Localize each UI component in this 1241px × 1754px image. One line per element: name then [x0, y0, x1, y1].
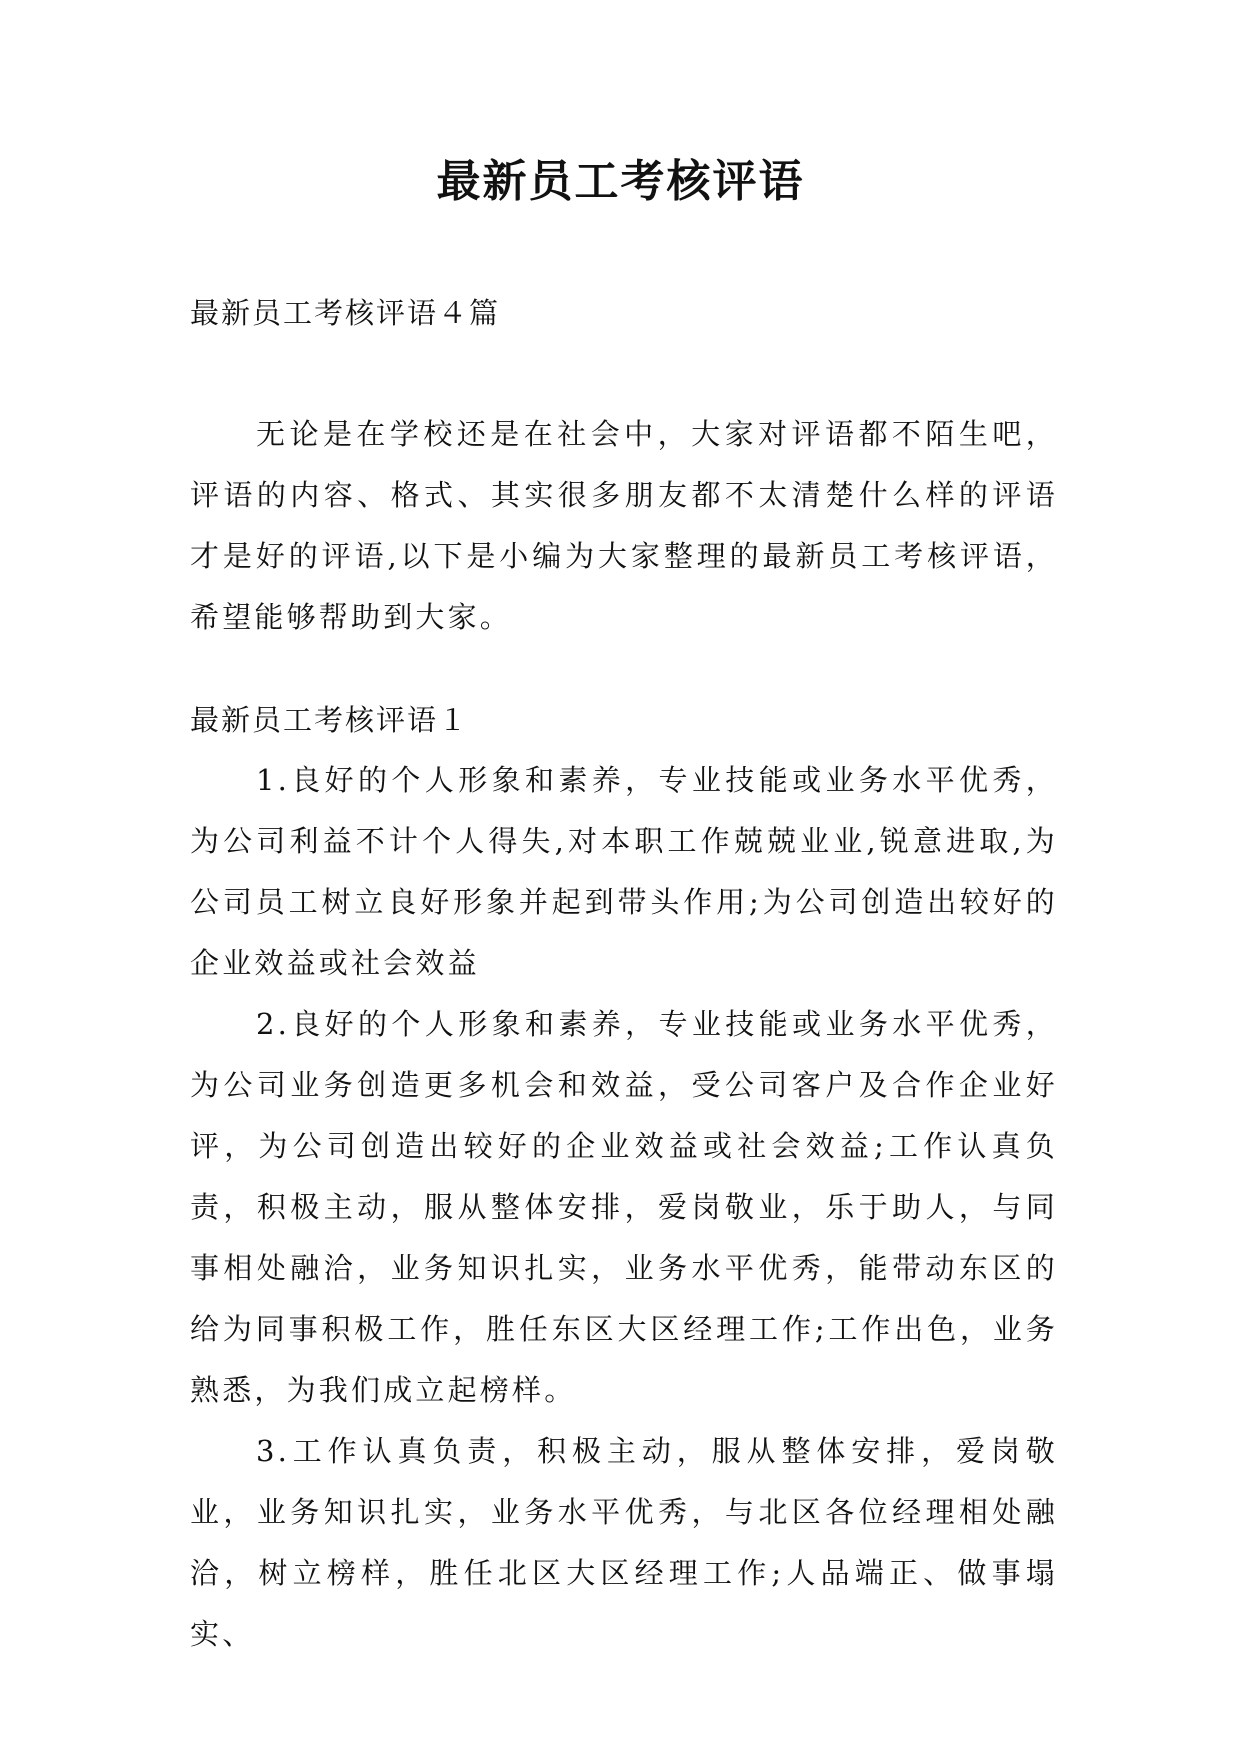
document-subtitle: 最新员工考核评语４篇	[190, 296, 501, 330]
list-item: 3.工作认真负责，积极主动，服从整体安排，爱岗敬业，业务知识扎实，业务水平优秀，与北区各位经理相处融洽，树立榜样，胜任北区大区经理工作;人品端正、做事塌实、	[190, 1434, 1058, 1651]
list-item: 2.良好的个人形象和素养，专业技能或业务水平优秀，为公司业务创造更多机会和效益，受公司客户及合作企业好评，为公司创造出较好的企业效益或社会效益;工作认真负责，积极主动，服从整体安排，爱岗敬业，乐于助人，与同事相处融洽，业务知识扎实，业务水平优秀，能带动东区的给为同事积极工作，胜任东区大区经理工作;工作出色，业务熟悉，为我们成立起榜样。	[190, 1007, 1058, 1407]
section-heading: 最新员工考核评语１	[190, 703, 470, 737]
document-title: 最新员工考核评语	[436, 156, 805, 207]
list-item: 1.良好的个人形象和素养，专业技能或业务水平优秀，为公司利益不计个人得失,对本职工作兢兢业业,锐意进取,为公司员工树立良好形象并起到带头作用;为公司创造出较好的企业效益或社会效益	[190, 763, 1058, 980]
intro-paragraph: 无论是在学校还是在社会中，大家对评语都不陌生吧，评语的内容、格式、其实很多朋友都不太清楚什么样的评语才是好的评语,以下是小编为大家整理的最新员工考核评语，希望能够帮助到大家。	[190, 417, 1058, 634]
